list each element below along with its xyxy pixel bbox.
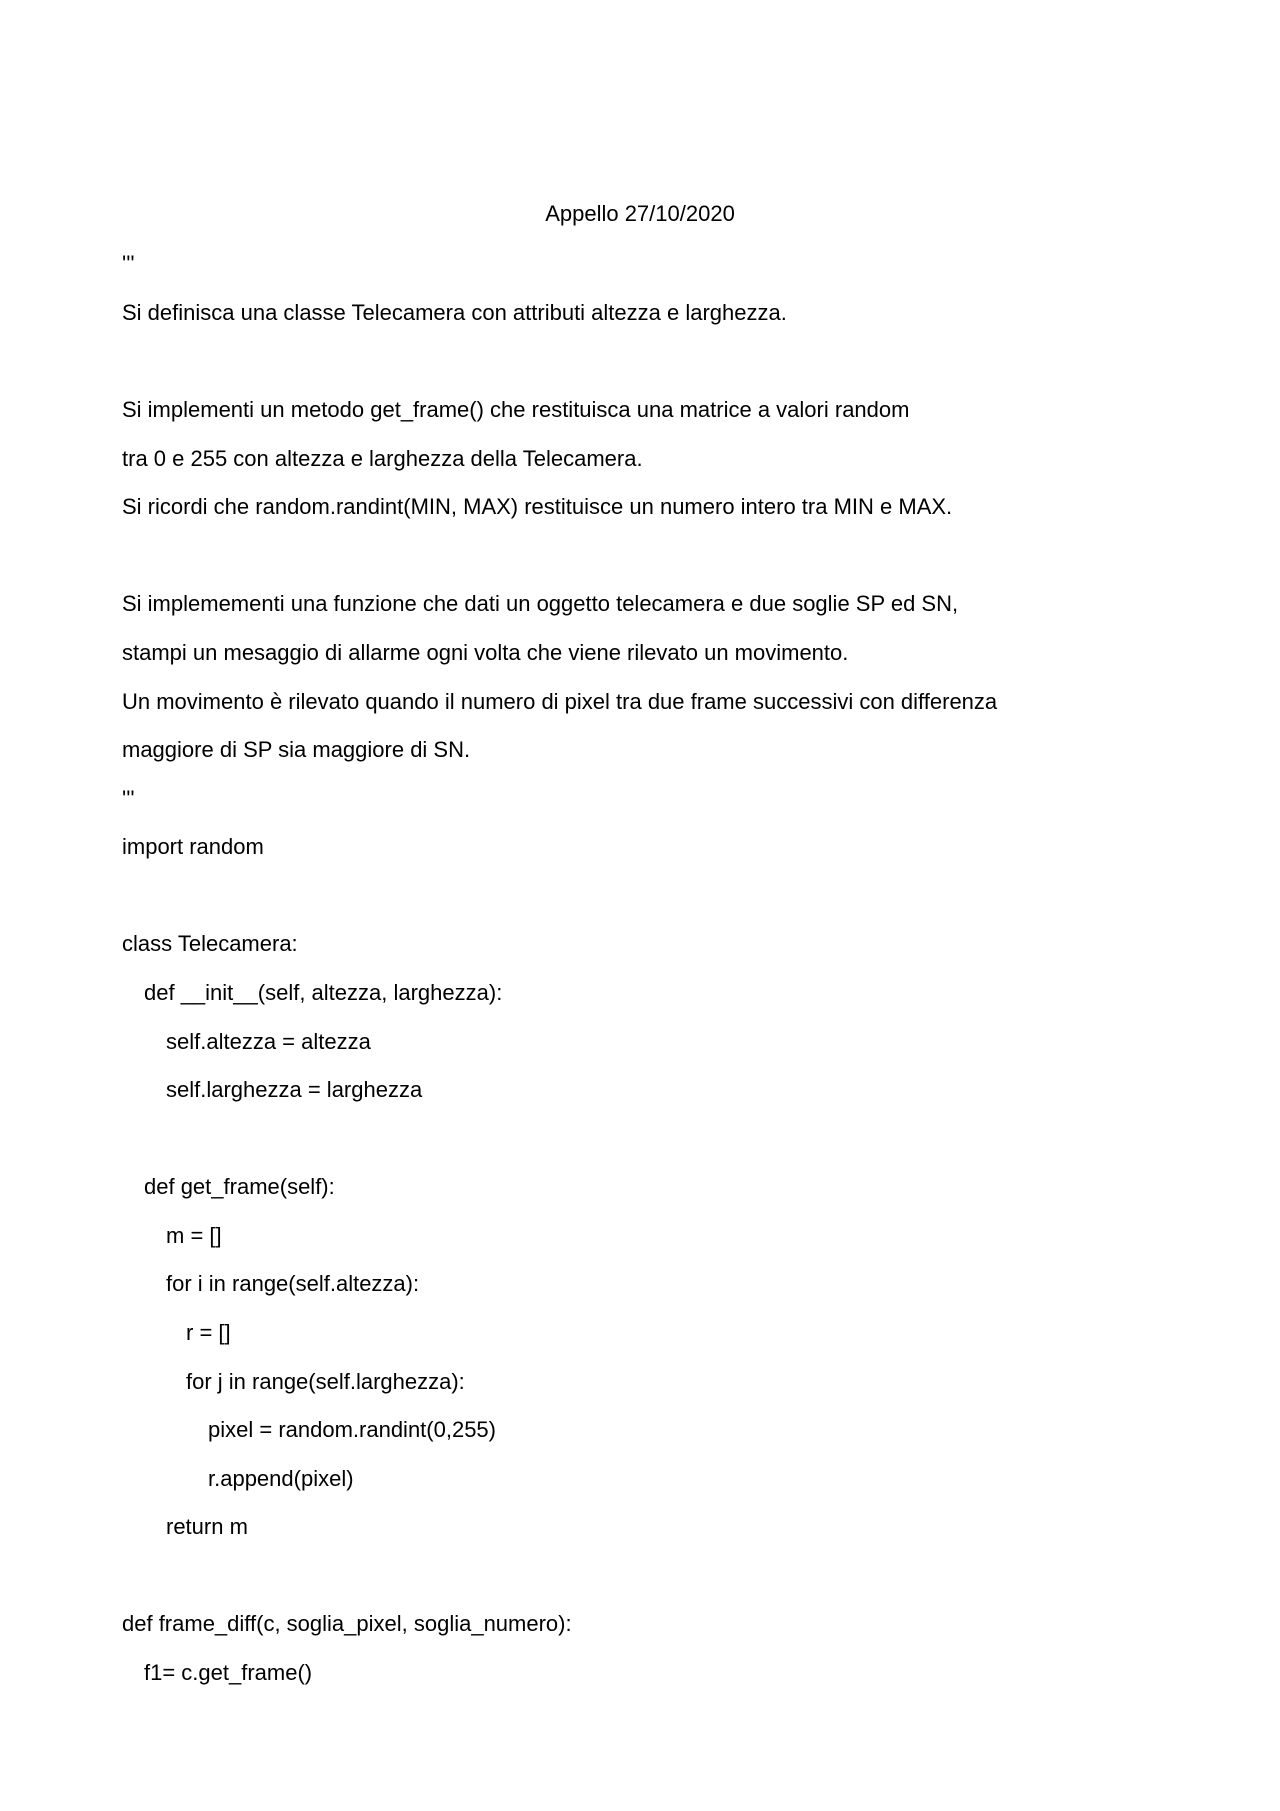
text-line: Si definisca una classe Telecamera con attributi altezza e larghezza. [122, 300, 787, 325]
text-line: pixel = random.randint(0,255) [208, 1417, 496, 1442]
text-line: Un movimento è rilevato quando il numero di pixel tra due frame successivi con differenza [122, 689, 998, 714]
text-line: ''' [122, 251, 135, 276]
text-line: Si implemementi una funzione che dati un oggetto telecamera e due soglie SP ed SN, [122, 591, 959, 616]
text-line: f1= c.get_frame() [144, 1660, 313, 1685]
text-line: for j in range(self.larghezza): [186, 1369, 465, 1394]
text-line: Si implementi un metodo get_frame() che restituisca una matrice a valori random [122, 397, 910, 422]
text-line: def get_frame(self): [144, 1174, 335, 1199]
text-line: self.larghezza = larghezza [166, 1077, 423, 1102]
text-line: ''' [122, 786, 135, 811]
text-line: r.append(pixel) [208, 1466, 354, 1491]
text-line: stampi un mesaggio di allarme ogni volta che viene rilevato un movimento. [122, 640, 849, 665]
text-line: def __init__(self, altezza, larghezza): [144, 980, 503, 1005]
text-line: for i in range(self.altezza): [166, 1271, 420, 1296]
text-line: r = [] [186, 1320, 231, 1345]
text-line: maggiore di SP sia maggiore di SN. [122, 737, 471, 762]
text-line: tra 0 e 255 con altezza e larghezza della Telecamera. [122, 446, 643, 471]
text-line: import random [122, 834, 264, 859]
text-line: class Telecamera: [122, 931, 298, 956]
text-line: self.altezza = altezza [166, 1029, 371, 1054]
text-line: def frame_diff(c, soglia_pixel, soglia_numero): [122, 1611, 572, 1636]
text-line: return m [166, 1514, 248, 1539]
text-line: Si ricordi che random.randint(MIN, MAX) restituisce un numero intero tra MIN e MAX. [122, 494, 953, 519]
document-title: Appello 27/10/2020 [545, 201, 735, 226]
text-line: m = [] [166, 1223, 222, 1248]
